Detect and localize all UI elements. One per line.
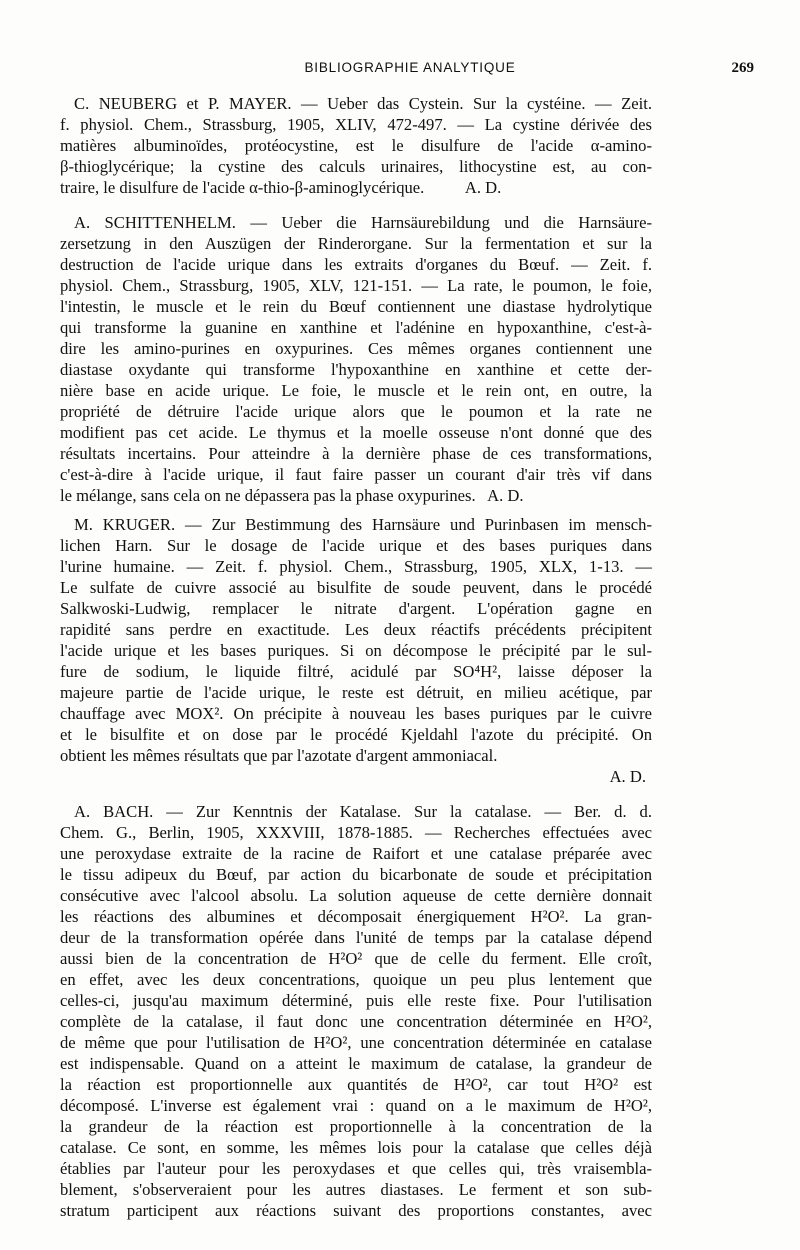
text-line: matières albuminoïdes, protéocystine, est le disulfure de l'acide α-amino-: [60, 136, 652, 155]
text-line: qui transforme la guanine en xanthine et l'adénine en hypoxanthine, c'est-à-: [60, 318, 652, 337]
text-line: le mélange, sans cela on ne dépassera pas la phase oxypurines. A. D.: [60, 486, 524, 505]
text-line: le tissu adipeux du Bœuf, par action du bicarbonate de soude et précipitation: [60, 865, 652, 884]
text-line: catalase. Ce sont, en somme, les mêmes lois pour la catalase que celles déjà: [60, 1138, 652, 1157]
text-line: destruction de l'acide urique dans les extraits d'organes du Bœuf. — Zeit. f.: [60, 255, 652, 274]
text-line: en effet, avec les deux concentrations, quoique un peu plus lentement que: [60, 970, 652, 989]
text-line: dire les amino-purines en oxypurines. Ces mêmes organes contiennent une: [60, 339, 652, 358]
text-line: chauffage avec MOX². On précipite à nouveau les bases puriques par le cuivre: [60, 704, 652, 723]
text-line: diastase oxydante qui transforme l'hypoxanthine en xanthine et cette der-: [60, 360, 652, 379]
text-line: f. physiol. Chem., Strassburg, 1905, XLIV, 472-497. — La cystine dérivée des: [60, 115, 652, 134]
text-line: l'urine humaine. — Zeit. f. physiol. Chem., Strassburg, 1905, XLX, 1-13. —: [60, 557, 652, 576]
text-line: traire, le disulfure de l'acide α-thio-β-aminoglycérique. A. D.: [60, 178, 502, 197]
text-line: consécutive avec l'alcool absolu. La solution aqueuse de cette dernière donnait: [60, 886, 652, 905]
text-line: et le bisulfite et on dose par le procédé Kjeldahl l'azote du précipité. On: [60, 725, 652, 744]
text-line: Chem. G., Berlin, 1905, XXXVIII, 1878-1885. — Recherches effectuées avec: [60, 823, 652, 842]
text-line: de même que pour l'utilisation de H²O², une concentration déterminée en catalase: [60, 1033, 652, 1052]
text-line: β-thioglycérique; la cystine des calculs urinaires, lithocystine est, au con-: [60, 157, 652, 176]
abstract-schittenhelm: [60, 212, 652, 506]
text-line: nière base en acide urique. Le foie, le muscle et le rein ont, en outre, la: [60, 381, 652, 400]
text-line: blement, s'observeraient pour les autres diastases. Le ferment et son sub-: [60, 1180, 652, 1199]
text-line: obtient les mêmes résultats que par l'azotate d'argent ammoniacal.: [60, 746, 498, 765]
text-line: la réaction est proportionnelle aux quantités de H²O², car tout H²O² est: [60, 1075, 652, 1094]
text-line: stratum participent aux réactions suivant des proportions constantes, avec: [60, 1201, 652, 1220]
text-line: l'intestin, le muscle et le rein du Bœuf contiennent une diastase hydrolytique: [60, 297, 652, 316]
running-title: BIBLIOGRAPHIE ANALYTIQUE: [304, 60, 516, 75]
abstract-bach: [60, 801, 652, 1221]
text-line: les réactions des albumines et décomposait énergiquement H²O². La gran-: [60, 907, 652, 926]
text-line: propriété de détruire l'acide urique alors que le poumon et la rate ne: [60, 402, 652, 421]
text-line: zersetzung in den Auszügen der Rinderorgane. Sur la fermentation et sur la: [60, 234, 652, 253]
text-line: fure de sodium, le liquide filtré, acidulé par SO⁴H², laisse déposer la: [60, 662, 652, 681]
text-line: celles-ci, jusqu'au maximum déterminé, puis elle reste fixe. Pour l'utilisation: [60, 991, 652, 1010]
text-line: A. BACH. — Zur Kenntnis der Katalase. Sur la catalase. — Ber. d. d.: [74, 802, 652, 821]
text-line: l'acide urique et les bases puriques. Si on décompose le précipité par le sul-: [60, 641, 652, 660]
abstract-kruger: [60, 514, 652, 787]
text-column: [60, 93, 652, 1229]
running-header: [60, 60, 760, 82]
text-line: A. SCHITTENHELM. — Ueber die Harnsäurebildung und die Harnsäure-: [74, 213, 652, 232]
text-line: une peroxydase extraite de la racine de Raifort et une catalase préparée avec: [60, 844, 652, 863]
text-line: est indispensable. Quand on a atteint le maximum de catalase, la grandeur de: [60, 1054, 652, 1073]
page-number: 269: [731, 60, 754, 76]
text-line: majeure partie de l'acide urique, le reste est détruit, en milieu acétique, par: [60, 683, 652, 702]
text-line: M. KRUGER. — Zur Bestimmung des Harnsäure und Purinbasen im mensch-: [74, 515, 652, 534]
text-line: résultats incertains. Pour atteindre à la dernière phase de ces transformations,: [60, 444, 652, 463]
text-line: physiol. Chem., Strassburg, 1905, XLV, 121-151. — La rate, le poumon, le foie,: [60, 276, 652, 295]
text-line: Le sulfate de cuivre associé au bisulfite de soude peuvent, dans le procédé: [60, 578, 652, 597]
text-line: complète de la catalase, il faut donc une concentration déterminée en H²O²,: [60, 1012, 652, 1031]
abstract-neuberg-mayer: [60, 93, 652, 198]
author-initials: A. D.: [609, 767, 646, 786]
text-line: aussi bien de la concentration de H²O² que de celle du ferment. Elle croît,: [60, 949, 652, 968]
text-line: c'est-à-dire à l'acide urique, il faut faire passer un courant d'air très vif dans: [60, 465, 652, 484]
text-line: C. NEUBERG et P. MAYER. — Ueber das Cystein. Sur la cystéine. — Zeit.: [74, 94, 652, 113]
text-line: rapidité sans perdre en exactitude. Les deux réactifs précédents précipitent: [60, 620, 652, 639]
text-line: Salkwoski-Ludwig, remplacer le nitrate d'argent. L'opération gagne en: [60, 599, 652, 618]
text-line: décomposé. L'inverse est également vrai : quand on a le maximum de H²O²,: [60, 1096, 652, 1115]
text-line: lichen Harn. Sur le dosage de l'acide urique et des bases puriques dans: [60, 536, 652, 555]
text-line: la grandeur de la réaction est proportionnelle à la concentration de la: [60, 1117, 652, 1136]
text-line: modifient pas cet acide. Le thymus et la moelle osseuse n'ont donné que des: [60, 423, 652, 442]
text-line: établies par l'auteur pour les peroxydases et que celles qui, très vraisembla-: [60, 1159, 652, 1178]
text-line: deur de la transformation opérée dans l'unité de temps par la catalase dépend: [60, 928, 652, 947]
